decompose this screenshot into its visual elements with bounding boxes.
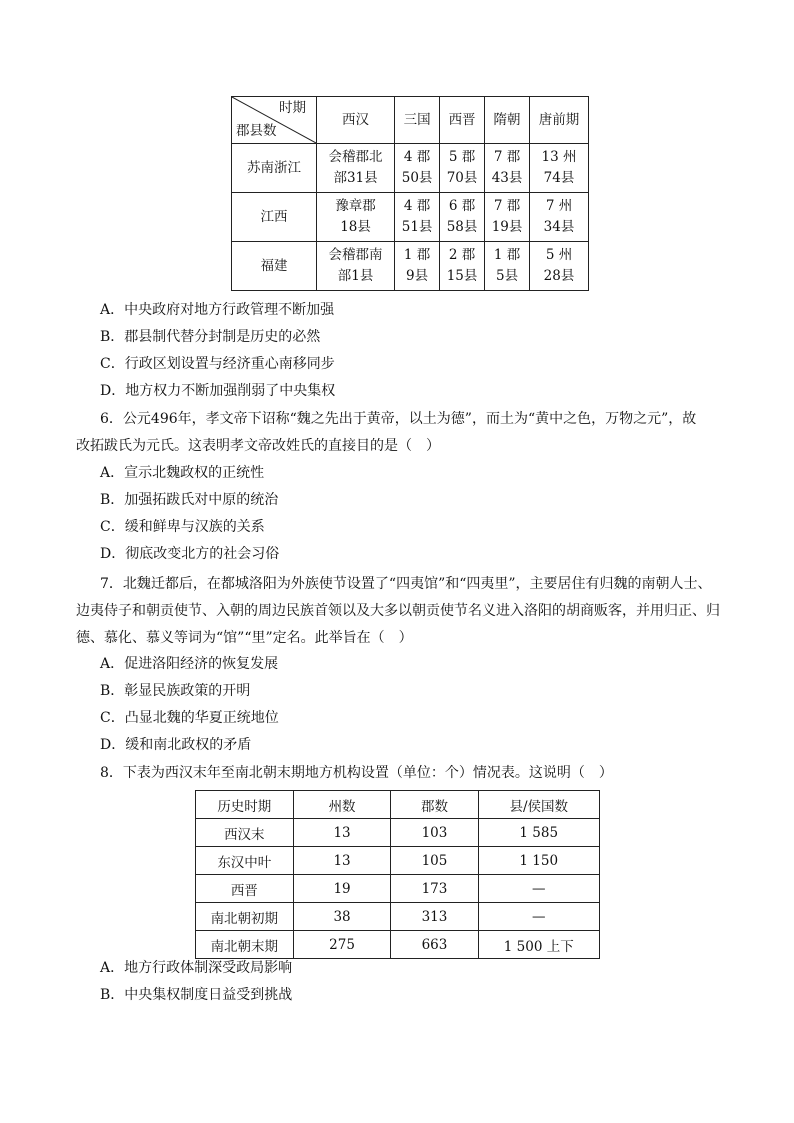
table-cell: 38: [293, 903, 391, 931]
table-cell: 275: [293, 931, 391, 959]
table-cell: 南北朝末期: [196, 931, 294, 959]
table-cell: 663: [391, 931, 478, 959]
table-row: [232, 144, 589, 193]
table-cell: 会稽郡北 部31县: [317, 144, 395, 193]
corner-bottom-label: 郡县数: [236, 123, 277, 139]
q5-option-a: A．中央政府对地方行政管理不断加强: [100, 302, 335, 318]
q7-option-b: B．彰显民族政策的开明: [100, 683, 251, 699]
table-cell: 豫章郡 18县: [317, 193, 395, 242]
table-cell: 西汉末: [196, 819, 294, 847]
table-cell: 会稽郡南 部1县: [317, 242, 395, 291]
q6-option-a: A．宣示北魏政权的正统性: [100, 465, 265, 481]
q7-stem-line: 7．北魏迁都后，在都城洛阳为外族使节设置了“四夷馆”和“四夷里”，主要居住有归魏的南朝人士、: [100, 576, 712, 592]
table-cell: 4 郡 50县: [395, 144, 440, 193]
q5-option-c: C．行政区划设置与经济重心南移同步: [100, 356, 335, 372]
period-header: 隋朝: [485, 97, 530, 144]
table-cell: 1 郡 5县: [485, 242, 530, 291]
q7-stem-line: 边夷侍子和朝贡使节、入朝的周边民族首领以及大多以朝贡使节名义进入洛阳的胡商贩客，并用归正、归: [76, 603, 720, 619]
table-cell: 西晋: [196, 875, 294, 903]
table-cell: 5 州 28县: [530, 242, 589, 291]
q6-stem-line: 6．公元496年，孝文帝下诏称“魏之先出于黄帝，以土为德”，而土为“黄中之色，万物之元”，故: [100, 411, 697, 427]
q6-option-c: C．缓和鲜卑与汉族的关系: [100, 519, 265, 535]
table-row: [196, 847, 600, 875]
column-header: 郡数: [391, 791, 478, 819]
table-row: [196, 819, 600, 847]
table-row: [196, 931, 600, 959]
table-cell: 1 150: [478, 847, 600, 875]
table-cell: —: [478, 875, 600, 903]
q8-option-a: A．地方行政体制深受政局影响: [100, 960, 293, 976]
table-cell: 7 郡 43县: [485, 144, 530, 193]
table-cell: 南北朝初期: [196, 903, 294, 931]
q7-option-d: D．缓和南北政权的矛盾: [100, 737, 252, 753]
q7-option-a: A．促进洛阳经济的恢复发展: [100, 656, 279, 672]
q7-stem-line: 德、慕化、慕义等词为“馆”“里”定名。此举旨在（ ）: [76, 630, 413, 646]
table-cell: 313: [391, 903, 478, 931]
q8-stem: 8．下表为西汉末年至南北朝末期地方机构设置（单位：个）情况表。这说明（ ）: [100, 765, 613, 781]
table-cell: 1 郡 9县: [395, 242, 440, 291]
table-row: [196, 903, 600, 931]
table-cell: 13: [293, 847, 391, 875]
table-row: [232, 242, 589, 291]
table-cell: 19: [293, 875, 391, 903]
region-admin-table: [231, 96, 589, 291]
corner-top-label: 时期: [279, 100, 306, 116]
q7-option-c: C．凸显北魏的华夏正统地位: [100, 710, 279, 726]
table-header-row: [232, 97, 589, 144]
table-cell: 1 500 上下: [478, 931, 600, 959]
q5-option-b: B．郡县制代替分封制是历史的必然: [100, 329, 321, 345]
period-header: 唐前期: [530, 97, 589, 144]
column-header: 州数: [293, 791, 391, 819]
admin-units-table: [195, 790, 600, 959]
table-cell: 13: [293, 819, 391, 847]
region-cell: 苏南浙江: [232, 144, 317, 193]
table-cell: —: [478, 903, 600, 931]
column-header: 县/侯国数: [478, 791, 600, 819]
period-header: 西晋: [440, 97, 485, 144]
q8-option-b: B．中央集权制度日益受到挑战: [100, 987, 293, 1003]
period-header: 西汉: [317, 97, 395, 144]
table-cell: 4 郡 51县: [395, 193, 440, 242]
table-cell: 5 郡 70县: [440, 144, 485, 193]
region-cell: 福建: [232, 242, 317, 291]
region-cell: 江西: [232, 193, 317, 242]
table-cell: 173: [391, 875, 478, 903]
diagonal-header-cell: [232, 97, 317, 144]
q7-stem: [76, 571, 724, 652]
table-cell: 7 郡 19县: [485, 193, 530, 242]
table-cell: 13 州 74县: [530, 144, 589, 193]
table-cell: 1 585: [478, 819, 600, 847]
q5-option-d: D．地方权力不断加强削弱了中央集权: [100, 383, 336, 399]
table-header-row: [196, 791, 600, 819]
table-cell: 103: [391, 819, 478, 847]
q6-stem: [76, 406, 724, 460]
table-cell: 7 州 34县: [530, 193, 589, 242]
column-header: 历史时期: [196, 791, 294, 819]
table-row: [232, 193, 589, 242]
q6-option-b: B．加强拓跋氏对中原的统治: [100, 492, 279, 508]
q6-stem-line: 改拓跋氏为元氏。这表明孝文帝改姓氏的直接目的是（ ）: [76, 438, 440, 454]
q6-option-d: D．彻底改变北方的社会习俗: [100, 546, 280, 562]
table-cell: 105: [391, 847, 478, 875]
table-row: [196, 875, 600, 903]
period-header: 三国: [395, 97, 440, 144]
table-cell: 6 郡 58县: [440, 193, 485, 242]
table-cell: 东汉中叶: [196, 847, 294, 875]
table-cell: 2 郡 15县: [440, 242, 485, 291]
